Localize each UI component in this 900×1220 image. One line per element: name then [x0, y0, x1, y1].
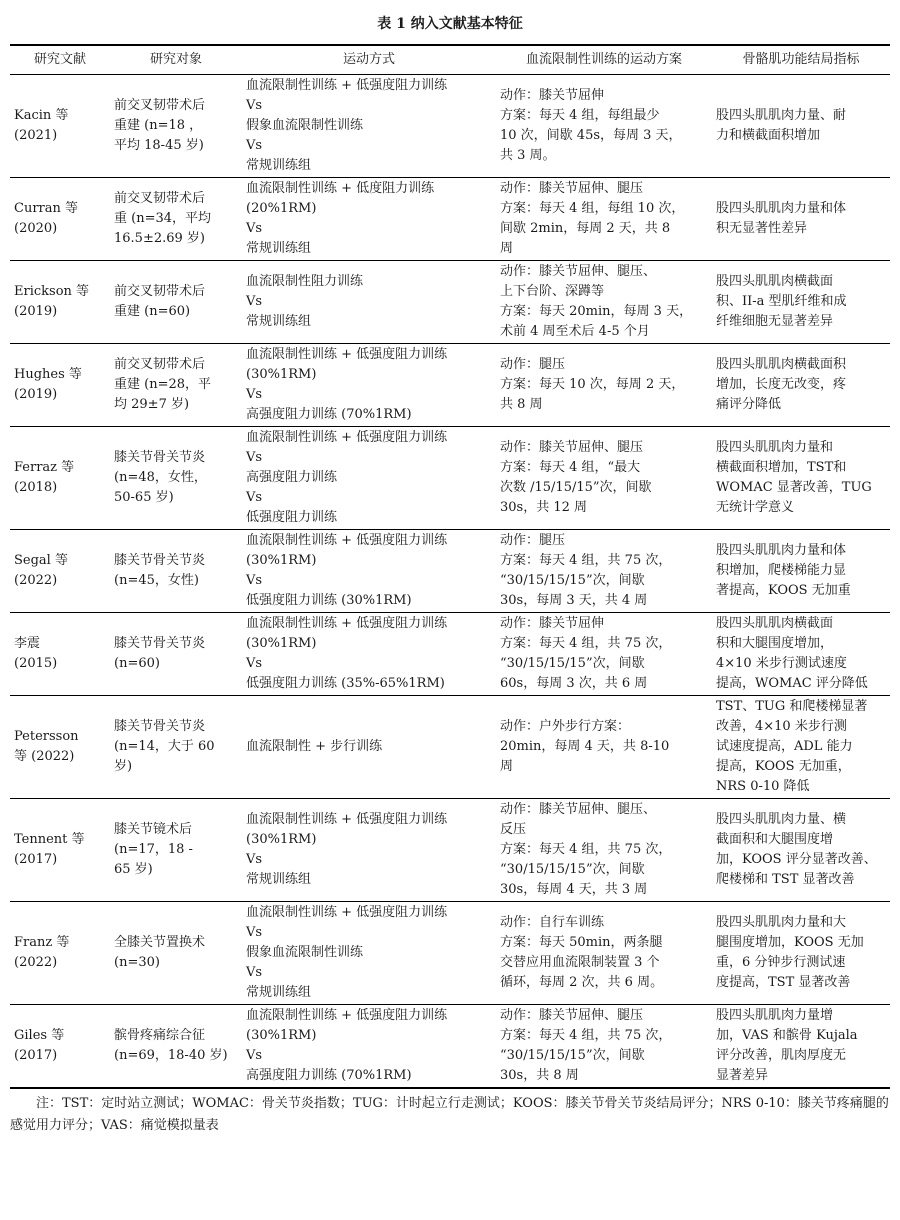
study-cell: [10, 344, 110, 427]
cell-line: 动作：腿压: [500, 533, 566, 548]
characteristics-table: [10, 44, 890, 1089]
cell-line: 周: [500, 241, 514, 256]
cell-line: 膝关节骨关节炎: [114, 636, 206, 651]
cell-line: 膝关节骨关节炎: [114, 450, 206, 465]
subject-cell: [110, 178, 242, 261]
cell-line: 方案：每天 4 组，每组最少: [500, 108, 660, 123]
cell-line: 血流限制性训练 + 低强度阻力训练: [246, 533, 448, 548]
cell-line: 股四头肌肌肉力量和: [716, 440, 834, 455]
cell-line: 上下台阶、深蹲等: [500, 284, 605, 299]
cell-line: 动作：膝关节屈伸、腿压: [500, 181, 644, 196]
outcome-cell: [712, 613, 890, 696]
cell-line: TST、TUG 和爬楼梯显著: [716, 699, 868, 714]
cell-line: 膝关节骨关节炎: [114, 719, 206, 734]
cell-line: 高强度阻力训练 (70%1RM): [246, 1068, 412, 1083]
protocol-cell: [496, 427, 712, 530]
cell-line: 评分改善，肌肉厚度无: [716, 1048, 847, 1063]
study-cell: [10, 799, 110, 902]
study-cell: [10, 902, 110, 1005]
outcome-cell: [712, 799, 890, 902]
cell-line: (n=69，18-40 岁): [114, 1048, 228, 1063]
cell-line: Vs: [246, 294, 263, 309]
cell-line: 前交叉韧带术后: [114, 191, 206, 206]
outcome-cell: [712, 344, 890, 427]
cell-line: Giles 等: [14, 1028, 65, 1043]
cell-line: 股四头肌肌肉力量、横: [716, 812, 847, 827]
cell-line: 反压: [500, 822, 527, 837]
cell-line: “30/15/15/15”次，间歇: [500, 656, 645, 671]
method-cell: [242, 613, 496, 696]
cell-line: 等 (2022): [14, 749, 75, 764]
protocol-cell: [496, 799, 712, 902]
method-cell: [242, 696, 496, 799]
cell-line: 重，6 分钟步行测试速: [716, 955, 846, 970]
protocol-cell: [496, 1005, 712, 1089]
table-row: [10, 178, 890, 261]
cell-line: (20%1RM): [246, 201, 317, 216]
cell-line: (30%1RM): [246, 553, 317, 568]
header-method: 运动方式: [242, 45, 496, 75]
cell-line: 低强度阻力训练: [246, 510, 338, 525]
cell-line: Vs: [246, 573, 263, 588]
subject-cell: [110, 261, 242, 344]
cell-line: 常规训练组: [246, 872, 312, 887]
cell-line: 血流限制性阻力训练: [246, 274, 364, 289]
subject-cell: [110, 427, 242, 530]
outcome-cell: [712, 902, 890, 1005]
cell-line: Ferraz 等: [14, 460, 75, 475]
cell-line: 膝关节镜术后: [114, 822, 193, 837]
cell-line: (n=48，女性，: [114, 470, 207, 485]
study-cell: [10, 613, 110, 696]
cell-line: (n=60): [114, 656, 160, 671]
cell-line: “30/15/15/15”次，间歇: [500, 573, 645, 588]
cell-line: 间歇 2min，每周 2 天，共 8: [500, 221, 671, 236]
cell-line: 前交叉韧带术后: [114, 98, 206, 113]
cell-line: 岁): [114, 759, 133, 774]
cell-line: 无统计学意义: [716, 500, 795, 515]
table-row: [10, 799, 890, 902]
cell-line: 方案：每天 4 组，共 75 次，: [500, 636, 672, 651]
subject-cell: [110, 696, 242, 799]
subject-cell: [110, 1005, 242, 1089]
cell-line: 股四头肌肌肉横截面: [716, 274, 834, 289]
cell-line: 重 (n=34，平均: [114, 211, 212, 226]
cell-line: Vs: [246, 387, 263, 402]
cell-line: 加，KOOS 评分显著改善、: [716, 852, 877, 867]
cell-line: 血流限制性训练 + 低强度阻力训练: [246, 1008, 448, 1023]
table-row: [10, 344, 890, 427]
cell-line: 力和横截面积增加: [716, 128, 821, 143]
table-row: [10, 427, 890, 530]
cell-line: 次数 /15/15/15”次，间歇: [500, 480, 652, 495]
header-protocol: 血流限制性训练的运动方案: [496, 45, 712, 75]
cell-line: 血流限制性训练 + 低强度阻力训练: [246, 812, 448, 827]
cell-line: 加，VAS 和髌骨 Kujala: [716, 1028, 858, 1043]
cell-line: (2017): [14, 1048, 58, 1063]
cell-line: 重建 (n=60): [114, 304, 191, 319]
method-cell: [242, 75, 496, 178]
cell-line: 增加，长度无改变，疼: [716, 377, 847, 392]
table-caption: 表 1 纳入文献基本特征: [377, 16, 523, 32]
outcome-cell: [712, 75, 890, 178]
cell-line: 著提高，KOOS 无加重: [716, 583, 851, 598]
cell-line: 65 岁): [114, 862, 153, 877]
cell-line: 动作：自行车训练: [500, 915, 605, 930]
cell-line: Petersson: [14, 729, 79, 744]
cell-line: 血流限制性训练 + 低强度阻力训练: [246, 905, 448, 920]
cell-line: Curran 等: [14, 201, 79, 216]
cell-line: 术前 4 周至术后 4-5 个月: [500, 324, 650, 339]
subject-cell: [110, 75, 242, 178]
cell-line: (30%1RM): [246, 832, 317, 847]
cell-line: (2019): [14, 387, 58, 402]
cell-line: 血流限制性训练 + 低强度阻力训练: [246, 78, 448, 93]
cell-line: Vs: [246, 450, 263, 465]
cell-line: 股四头肌肌肉力量和体: [716, 201, 847, 216]
cell-line: 方案：每天 4 组，每组 10 次，: [500, 201, 685, 216]
table-row: [10, 261, 890, 344]
table-row: [10, 902, 890, 1005]
protocol-cell: [496, 75, 712, 178]
study-cell: [10, 261, 110, 344]
table-header-row: [10, 45, 890, 75]
cell-line: 试速度提高，ADL 能力: [716, 739, 853, 754]
cell-line: Vs: [246, 490, 263, 505]
outcome-cell: [712, 427, 890, 530]
cell-line: 30s，共 12 周: [500, 500, 588, 515]
cell-line: 动作：膝关节屈伸、腿压: [500, 1008, 644, 1023]
protocol-cell: [496, 613, 712, 696]
cell-line: 常规训练组: [246, 314, 312, 329]
cell-line: (n=17，18 -: [114, 842, 193, 857]
cell-line: 30s，每周 3 天，共 4 周: [500, 593, 648, 608]
cell-line: 低强度阻力训练 (30%1RM): [246, 593, 412, 608]
cell-line: 方案：每天 10 次，每周 2 天，: [500, 377, 685, 392]
cell-line: 动作：户外步行方案：: [500, 719, 631, 734]
cell-line: 重建 (n=28，平: [114, 377, 212, 392]
cell-line: 假象血流限制性训练: [246, 945, 364, 960]
cell-line: 髌骨疼痛综合征: [114, 1028, 206, 1043]
protocol-cell: [496, 261, 712, 344]
cell-line: 积无显著性差异: [716, 221, 808, 236]
cell-line: 腿围度增加，KOOS 无加: [716, 935, 864, 950]
cell-line: 共 8 周: [500, 397, 543, 412]
cell-line: 方案：每天 20min，每周 3 天，: [500, 304, 693, 319]
method-cell: [242, 530, 496, 613]
cell-line: 股四头肌肌肉横截面积: [716, 357, 847, 372]
protocol-cell: [496, 178, 712, 261]
cell-line: 60s，每周 3 次，共 6 周: [500, 676, 648, 691]
cell-line: Erickson 等: [14, 284, 90, 299]
cell-line: Vs: [246, 98, 263, 113]
cell-line: Vs: [246, 656, 263, 671]
cell-line: (2021): [14, 128, 58, 143]
cell-line: 血流限制性 + 步行训练: [246, 739, 383, 754]
cell-line: Vs: [246, 1048, 263, 1063]
cell-line: 动作：膝关节屈伸: [500, 88, 605, 103]
cell-line: 股四头肌肌肉力量、耐: [716, 108, 847, 123]
header-study: 研究文献: [10, 45, 110, 75]
cell-line: 10 次，间歇 45s，每周 3 天，: [500, 128, 682, 143]
cell-line: 血流限制性训练 + 低强度阻力训练: [246, 616, 448, 631]
cell-line: 动作：膝关节屈伸、腿压、: [500, 802, 657, 817]
cell-line: (30%1RM): [246, 1028, 317, 1043]
study-cell: [10, 75, 110, 178]
cell-line: (30%1RM): [246, 636, 317, 651]
cell-line: 方案：每天 50min，两条腿: [500, 935, 663, 950]
cell-line: 动作：膝关节屈伸、腿压: [500, 440, 644, 455]
outcome-cell: [712, 261, 890, 344]
cell-line: (2020): [14, 221, 58, 236]
cell-line: 方案：每天 4 组，共 75 次，: [500, 842, 672, 857]
cell-line: 血流限制性训练 + 低强度阻力训练: [246, 347, 448, 362]
cell-line: 横截面积增加，TST和: [716, 460, 847, 475]
cell-line: (2022): [14, 573, 58, 588]
cell-line: (n=30): [114, 955, 160, 970]
protocol-cell: [496, 344, 712, 427]
cell-line: 方案：每天 4 组，“最大: [500, 460, 641, 475]
cell-line: Franz 等: [14, 935, 70, 950]
cell-line: 李震: [14, 636, 41, 651]
cell-line: (2019): [14, 304, 58, 319]
table-row: [10, 1005, 890, 1089]
cell-line: 30s，共 8 周: [500, 1068, 579, 1083]
cell-line: 提高，KOOS 无加重，: [716, 759, 851, 774]
protocol-cell: [496, 696, 712, 799]
table-row: [10, 613, 890, 696]
table-row: [10, 530, 890, 613]
method-cell: [242, 261, 496, 344]
cell-line: 股四头肌肌肉力量和大: [716, 915, 847, 930]
cell-line: 股四头肌肌肉力量和体: [716, 543, 847, 558]
study-cell: [10, 178, 110, 261]
table-row: [10, 75, 890, 178]
cell-line: 膝关节骨关节炎: [114, 553, 206, 568]
cell-line: 股四头肌肌肉力量增: [716, 1008, 834, 1023]
cell-line: (n=14，大于 60: [114, 739, 215, 754]
cell-line: 低强度阻力训练 (35%-65%1RM): [246, 676, 445, 691]
outcome-cell: [712, 530, 890, 613]
cell-line: 20min，每周 4 天，共 8-10: [500, 739, 670, 754]
method-cell: [242, 799, 496, 902]
cell-line: 16.5±2.69 岁): [114, 231, 205, 246]
cell-line: “30/15/15/15”次，间歇: [500, 862, 645, 877]
cell-line: 纤维细胞无显著差异: [716, 314, 834, 329]
cell-line: 改善，4×10 米步行测: [716, 719, 847, 734]
cell-line: 动作：膝关节屈伸、腿压、: [500, 264, 657, 279]
cell-line: 度提高，TST 显著改善: [716, 975, 851, 990]
cell-line: Vs: [246, 138, 263, 153]
cell-line: Segal 等: [14, 553, 68, 568]
cell-line: Hughes 等: [14, 367, 82, 382]
cell-line: 积和大腿围度增加，: [716, 636, 834, 651]
table-row: [10, 696, 890, 799]
study-cell: [10, 427, 110, 530]
cell-line: 前交叉韧带术后: [114, 284, 206, 299]
study-cell: [10, 1005, 110, 1089]
cell-line: 30s，每周 4 天，共 3 周: [500, 882, 648, 897]
cell-line: 提高，WOMAC 评分降低: [716, 676, 868, 691]
cell-line: 痛评分降低: [716, 397, 782, 412]
cell-line: 积、II-a 型肌纤维和成: [716, 294, 847, 309]
cell-line: 常规训练组: [246, 241, 312, 256]
cell-line: 高强度阻力训练: [246, 470, 338, 485]
cell-line: Tennent 等: [14, 832, 85, 847]
header-subject: 研究对象: [110, 45, 242, 75]
cell-line: 血流限制性训练 + 低度阻力训练: [246, 181, 435, 196]
protocol-cell: [496, 530, 712, 613]
method-cell: [242, 1005, 496, 1089]
cell-line: 交替应用血流限制装置 3 个: [500, 955, 660, 970]
cell-line: 4×10 米步行测试速度: [716, 656, 847, 671]
cell-line: 假象血流限制性训练: [246, 118, 364, 133]
subject-cell: [110, 902, 242, 1005]
cell-line: 前交叉韧带术后: [114, 357, 206, 372]
document-page: [10, 0, 890, 1137]
cell-line: Vs: [246, 925, 263, 940]
cell-line: Vs: [246, 852, 263, 867]
cell-line: (2017): [14, 852, 58, 867]
cell-line: 周: [500, 759, 514, 774]
cell-line: 常规训练组: [246, 158, 312, 173]
outcome-cell: [712, 696, 890, 799]
cell-line: 爬楼梯和 TST 显著改善: [716, 872, 855, 887]
outcome-cell: [712, 1005, 890, 1089]
cell-line: 重建 (n=18 ，: [114, 118, 203, 133]
cell-line: Kacin 等: [14, 108, 69, 123]
header-outcome: 骨骼肌功能结局指标: [712, 45, 890, 75]
cell-line: 方案：每天 4 组，共 75 次，: [500, 553, 672, 568]
cell-line: 股四头肌肌肉横截面: [716, 616, 834, 631]
cell-line: 高强度阻力训练 (70%1RM): [246, 407, 412, 422]
cell-line: 方案：每天 4 组，共 75 次，: [500, 1028, 672, 1043]
cell-line: (30%1RM): [246, 367, 317, 382]
cell-line: 常规训练组: [246, 985, 312, 1000]
subject-cell: [110, 613, 242, 696]
cell-line: 截面积和大腿围度增: [716, 832, 834, 847]
subject-cell: [110, 344, 242, 427]
cell-line: WOMAC 显著改善，TUG: [716, 480, 872, 495]
cell-line: Vs: [246, 221, 263, 236]
outcome-cell: [712, 178, 890, 261]
cell-line: 全膝关节置换术: [114, 935, 206, 950]
cell-line: 50-65 岁): [114, 490, 174, 505]
subject-cell: [110, 530, 242, 613]
study-cell: [10, 530, 110, 613]
cell-line: “30/15/15/15”次，间歇: [500, 1048, 645, 1063]
cell-line: (2015): [14, 656, 58, 671]
subject-cell: [110, 799, 242, 902]
cell-line: (2022): [14, 955, 58, 970]
method-cell: [242, 344, 496, 427]
table-footnote: 注：TST：定时站立测试；WOMAC：骨关节炎指数；TUG：计时起立行走测试；KOOS：膝关节骨关节炎结局评分；NRS 0-10：膝关节疼痛腿的感觉用力评分；VAS：痛觉模拟量表: [10, 1096, 889, 1133]
cell-line: 循环，每周 2 次，共 6 周。: [500, 975, 664, 990]
study-cell: [10, 696, 110, 799]
cell-line: 共 3 周。: [500, 148, 556, 163]
cell-line: 积增加，爬楼梯能力显: [716, 563, 847, 578]
cell-line: (n=45，女性): [114, 573, 199, 588]
method-cell: [242, 902, 496, 1005]
cell-line: 平均 18-45 岁): [114, 138, 204, 153]
cell-line: NRS 0-10 降低: [716, 779, 810, 794]
cell-line: 动作：膝关节屈伸: [500, 616, 605, 631]
cell-line: 血流限制性训练 + 低强度阻力训练: [246, 430, 448, 445]
method-cell: [242, 427, 496, 530]
protocol-cell: [496, 902, 712, 1005]
cell-line: (2018): [14, 480, 58, 495]
cell-line: 显著差异: [716, 1068, 769, 1083]
cell-line: Vs: [246, 965, 263, 980]
cell-line: 均 29±7 岁): [114, 397, 190, 412]
cell-line: 动作：腿压: [500, 357, 566, 372]
method-cell: [242, 178, 496, 261]
